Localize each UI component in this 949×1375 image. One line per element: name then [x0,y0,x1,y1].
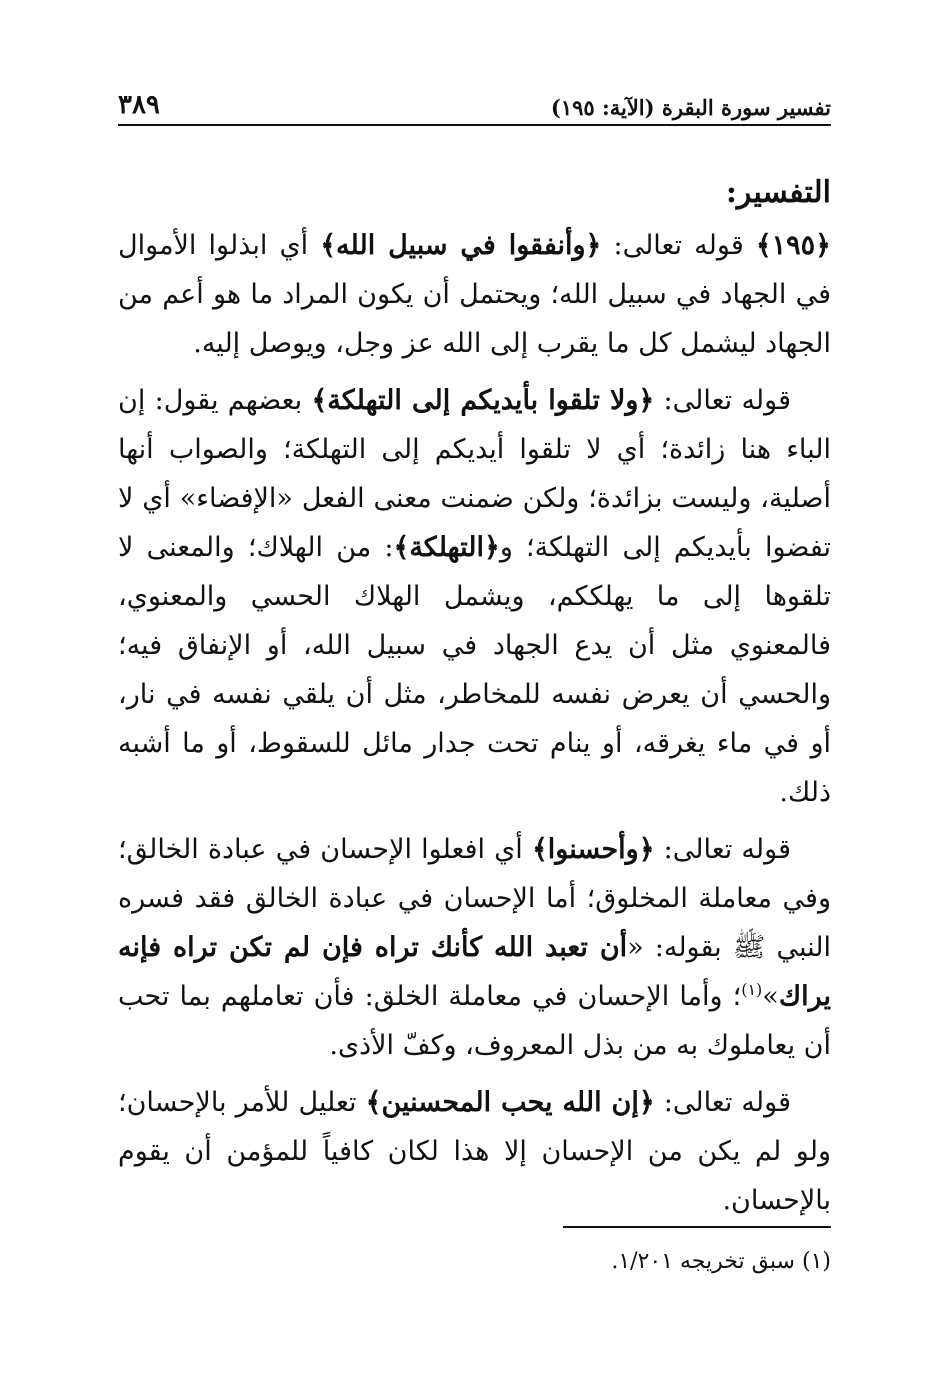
footnote-divider [563,1226,831,1228]
paragraph [118,221,831,368]
page-number: ٣٨٩ [118,90,160,120]
paragraph-text: بعضهم يقول: إن الباء هنا زائدة؛ أي لا تلقوا أيديكم إلى التهلكة؛ والصواب أنها أصلية، وليست بزائدة؛ ولكن ضمنت معنى الفعل «الإفضاء» أي لا تفضوا بأيديكم إلى التهلكة؛ و [118,385,831,563]
quoted-text: ﴿وأنفقوا في سبيل الله﴾ [320,230,602,261]
running-title: تفسير سورة البقرة (الآية: ١٩٥) [550,95,831,120]
paragraph [118,825,831,1070]
footnote: (١) سبق تخريجه ١/٢٠١. [611,1249,831,1274]
paragraph-text: قوله تعالى: [654,834,791,865]
footnote-ref: (١) [741,980,763,999]
paragraph [118,1078,831,1225]
paragraph-text: » [762,981,779,1012]
quoted-text: ﴿التهلكة﴾ [393,532,500,563]
quoted-text: ﴿وأحسنوا﴾ [531,834,655,865]
quoted-text: ﴿ولا تلقوا بأيديكم إلى التهلكة﴾ [311,385,655,416]
quoted-text: ﴿١٩٥﴾ [755,230,831,261]
paragraph-text: تعليل للأمر بالإحسان؛ ولو لم يكن من الإحسان إلا هذا لكان كافياً للمؤمن أن يقوم بالإحسان. [118,1087,831,1216]
quoted-text: ﴿إن الله يحب المحسنين﴾ [365,1087,655,1118]
paragraph-text: أي افعلوا الإحسان في عبادة الخالق؛ وفي معاملة المخلوق؛ أما الإحسان في عبادة الخالق فقد فسره النبي ﷺ بقوله: « [118,834,831,963]
paragraph-text: قوله تعالى: [601,230,756,261]
paragraph-text: أي ابذلوا الأموال في الجهاد في سبيل الله؛ ويحتمل أن يكون المراد ما هو أعم من الجهاد ليشمل كل ما يقرب إلى الله عز وجل، ويوصل إليه. [118,230,831,359]
paragraph-list [118,221,831,1225]
running-header [118,88,831,126]
section-heading: التفسير: [725,175,831,210]
paragraph-text: قوله تعالى: [654,1087,791,1118]
paragraph-text: ؛ وأما الإحسان في معاملة الخلق: فأن تعاملهم بما تحب أن يعاملوك به من بذل المعروف، وكفّ الأذى. [118,981,831,1061]
paragraph-text: قوله تعالى: [654,385,791,416]
paragraph [118,376,831,817]
page-body [118,168,831,1233]
quoted-text: أن تعبد الله كأنك تراه فإن لم تكن تراه فإنه يراك [118,932,831,1012]
paragraph-text: : من الهلاك؛ والمعنى لا تلقوها إلى ما يهلككم، ويشمل الهلاك الحسي والمعنوي، فالمعنوي مثل أن يدع الجهاد في سبيل الله، أو الإنفاق فيه؛ والحسي أن يعرض نفسه للمخاطر، مثل أن يلقي نفسه في نار، أو في ماء يغرقه، أو ينام تحت جدار مائل للسقوط، أو ما أشبه ذلك. [118,532,831,808]
